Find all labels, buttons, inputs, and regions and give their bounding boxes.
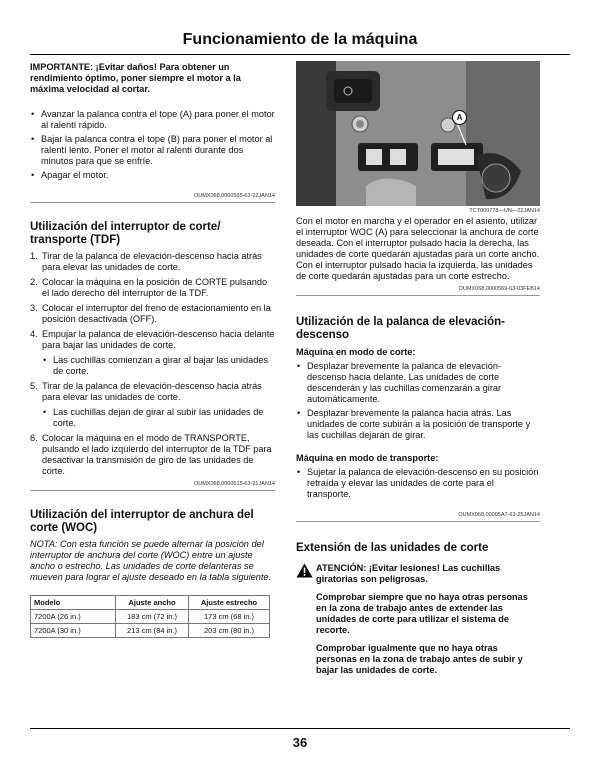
bullet-item: • Bajar la palanca contra el tope (B) para poner el motor al ralentí lento. Poner el motor al ralentí durante dos minutos para que se enfríe. (30, 134, 275, 167)
bullet-item: • Desplazar brevemente la palanca hacia atrás. Las unidades de corte subirán a la posición de transporte y las cuchillas dejarán de girar. (296, 408, 540, 441)
step-item: 1. Tirar de la palanca de elevación-descenso hacia atrás para elevar las unidades de corte. (30, 251, 262, 272)
step-item: 3. Colocar el interruptor del freno de estacionamiento en la posición desactivada (OFF). (30, 303, 271, 324)
lever-heading: Utilización de la palanca de elevación-descenso (296, 316, 505, 341)
warning-paragraph: Comprobar igualmente que no haya otras personas en la zona de trabajo antes de subir y bajar las unidades de corte. (316, 643, 523, 675)
page-title: Funcionamiento de la máquina (182, 31, 418, 48)
table-header-row: Modelo Ajuste ancho Ajuste estrecho (31, 596, 270, 610)
warning-block (296, 563, 540, 676)
callout-a: A (452, 110, 467, 125)
doc-code: OUMX068,00005A7-63-25JAN14 (458, 512, 540, 518)
transport-mode-bullets (296, 467, 540, 500)
woc-heading: Utilización del interruptor de anchura del corte (WOC) (30, 509, 254, 534)
sub-bullet: • Las cuchillas comienzan a girar al bajar las unidades de corte. (42, 355, 275, 377)
woc-note: NOTA: Con esta función se puede alternar la posición del interruptor de anchura del corte (WOC) entre un ajuste ancho o estrecho. Las unidades de corte delanteras se mueven para lograr el ajuste deseado en la tabla siguiente. (30, 539, 272, 582)
warning-icon (296, 563, 313, 578)
footer-rule (30, 728, 570, 729)
woc-table (30, 595, 270, 638)
step-item: 4. Empujar la palanca de elevación-descenso hacia delante para bajar las unidades de corte. • Las cuchillas comienzan a girar al bajar las unidades de corte. (30, 329, 275, 377)
page-number: 36 (292, 735, 308, 750)
left-column (30, 62, 275, 638)
cut-mode-bullets (296, 361, 540, 441)
bullet-item: • Avanzar la palanca contra el tope (A) para poner el motor al ralentí rápido. (30, 109, 275, 131)
bullet-item: • Sujetar la palanca de elevación-descenso en su posición retraída y elevar las unidades de corte para el transporte. (296, 467, 540, 500)
bullet-item: • Desplazar brevemente la palanca de elevación-descenso hacia delante. Las unidades de corte descenderán y las cuchillas comenzarán a girar automáticamente. (296, 361, 540, 405)
transport-mode-heading: Máquina en modo de transporte: (296, 453, 439, 463)
engine-bullets (30, 109, 275, 181)
important-notice: IMPORTANTE: ¡Evitar daños! Para obtener un rendimiento óptimo, poner siempre el motor a la máxima velocidad al cortar. (30, 62, 241, 94)
step-item: 5. Tirar de la palanca de elevación-descenso hacia atrás para elevar las unidades de corte. • Las cuchillas dejan de girar al subir las unidades de corte. (30, 381, 275, 429)
doc-code: OUMX068,0000565-63-22JAN14 (193, 193, 275, 199)
tdf-steps (30, 251, 275, 477)
sub-bullet: • Las cuchillas dejan de girar al subir las unidades de corte. (42, 407, 275, 429)
header-rule (30, 54, 570, 55)
woc-switch-photo (296, 61, 540, 206)
cut-mode-heading: Máquina en modo de corte: (296, 347, 416, 357)
warning-text: ATENCIÓN: ¡Evitar lesiones! Las cuchillas giratorias son peligrosas. (316, 563, 501, 584)
right-column (296, 208, 540, 676)
doc-code: OUMX068,0000515-63-21JAN14 (193, 481, 275, 487)
tdf-heading: Utilización del interruptor de corte/ transporte (TDF) (30, 221, 221, 246)
table-row: 7200A (26 in.) 183 cm (72 in.) 173 cm (68 in.) (31, 610, 270, 624)
photo-caption: TCT009778—UN—22JAN14 (469, 208, 540, 214)
extension-heading: Extensión de las unidades de corte (296, 542, 489, 554)
step-item: 2. Colocar la máquina en la posición de CORTE pulsando el lado derecho del interruptor de la TDF. (30, 277, 268, 298)
woc-description: Con el motor en marcha y el operador en el asiento, utilizar el interruptor WOC (A) para seleccionar la anchura de corte deseada. Con el interruptor pulsado hacia la derecha, las unidades de corte quedarán ajustadas para un corte ancho. Con el interruptor pulsado hacia la izquierda, las unidades de corte quedarán ajustadas para un corte estrecho. (296, 216, 540, 281)
step-item: 6. Colocar la máquina en el modo de TRANSPORTE, pulsando el lado izquierdo del interruptor de la TDF para desactivar la transmisión de giro de las unidades de corte. (30, 433, 272, 476)
warning-paragraph: Comprobar siempre que no haya otras personas en la zona de trabajo antes de extender las unidades de corte para utilizar el sistema de recorte. (316, 592, 528, 635)
bullet-item: • Apagar el motor. (30, 170, 275, 181)
doc-code: OUMX068,0000569-63-03FEB14 (458, 286, 540, 292)
table-row: 7200A (30 in.) 213 cm (84 in.) 203 cm (80 in.) (31, 624, 270, 638)
